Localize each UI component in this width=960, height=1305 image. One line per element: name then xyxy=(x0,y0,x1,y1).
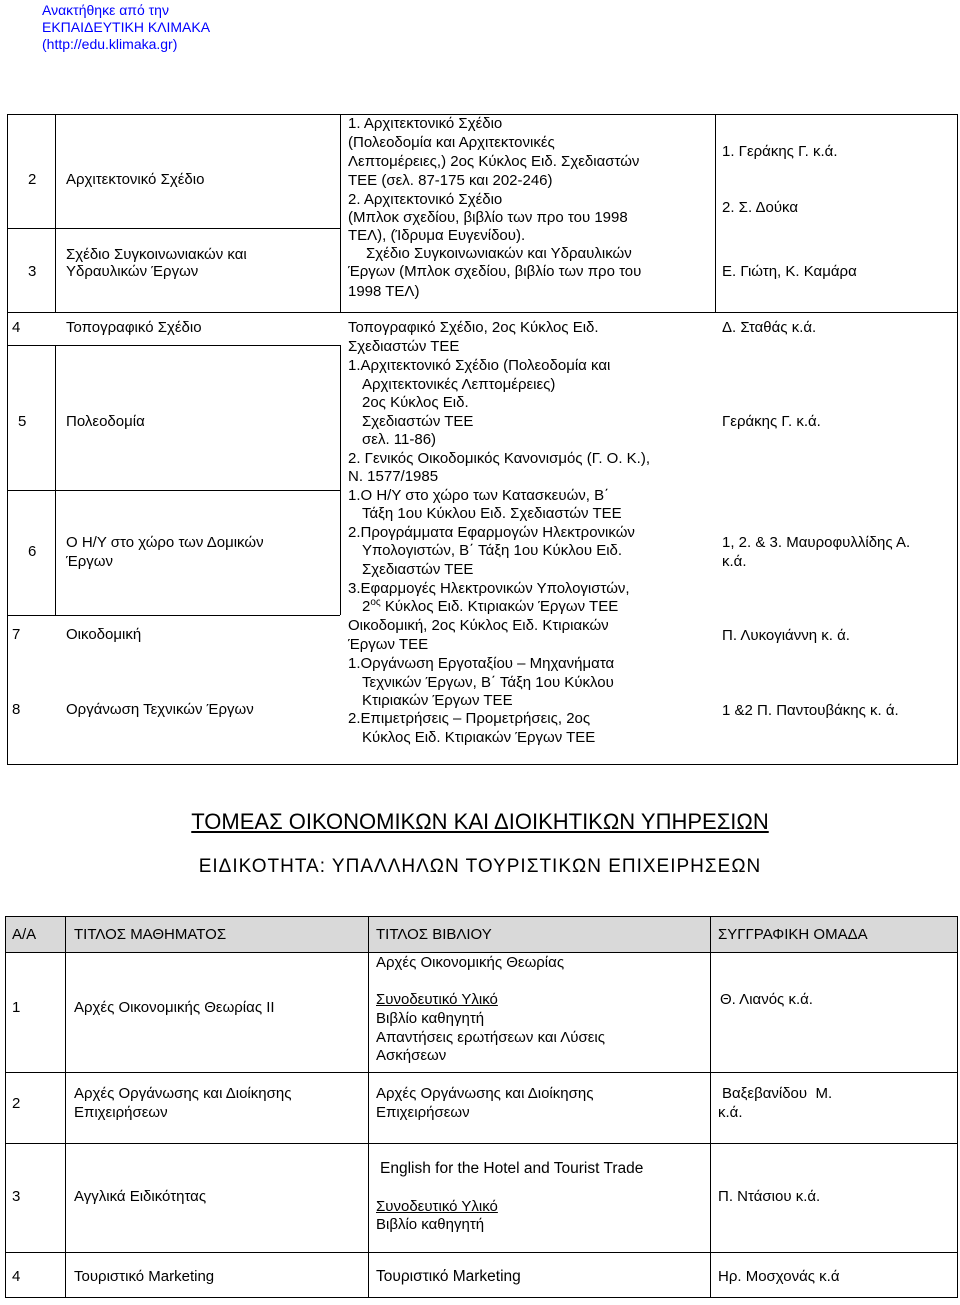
source-note-url[interactable]: (http://edu.klimaka.gr) xyxy=(42,36,178,52)
book-title-line: Σχεδιαστών ΤΕΕ xyxy=(362,413,474,430)
book-title-line: Έργων (Μπλοκ σχεδίου, βιβλίο των προ του xyxy=(348,263,642,280)
table-rule xyxy=(7,615,340,616)
course-title: Αρχές Οργάνωσης και Διοίκησης xyxy=(74,1085,292,1102)
book-title-text: 2 xyxy=(362,598,371,615)
supplementary-item: Ασκήσεων xyxy=(376,1047,447,1064)
authors: Γεράκης Γ. κ.ά. xyxy=(722,413,821,430)
book-title: Τουριστικό Marketing xyxy=(376,1268,521,1285)
row-number: 2 xyxy=(28,171,37,188)
book-title-line: Τεχνικών Έργων, Β΄ Τάξη 1ου Κύκλου xyxy=(362,674,614,691)
ordinal-superscript: ος xyxy=(370,597,381,608)
authors: 2. Σ. Δούκα xyxy=(722,199,799,216)
book-title-line: 2ος Κύκλος Ειδ. xyxy=(362,394,469,411)
row-number: 4 xyxy=(12,1268,21,1285)
book-title-line: Τοπογραφικό Σχέδιο, 2ος Κύκλος Ειδ. xyxy=(348,319,599,336)
book-title-line: 2. Γενικός Οικοδομικός Κανονισμός (Γ. Ο. Κ.), xyxy=(348,450,650,467)
table-rule xyxy=(7,312,958,313)
book-title-line: (Πολεοδομία και Αρχιτεκτονικές xyxy=(348,134,555,151)
book-title-line: σελ. 11-86) xyxy=(362,431,437,448)
book-title-line xyxy=(362,598,618,616)
authors: Ηρ. Μοσχονάς κ.ά xyxy=(718,1268,840,1285)
authors: 1 &2 Π. Παντουβάκης κ. ά. xyxy=(722,702,899,719)
book-title-line: 1.Αρχιτεκτονικό Σχέδιο (Πολεοδομία και xyxy=(348,357,611,374)
supplementary-item: Βιβλίο καθηγητή xyxy=(376,1216,485,1233)
course-title: Οικοδομική xyxy=(66,626,142,643)
table-rule xyxy=(5,1143,958,1144)
book-title-line: Σχέδιο Συγκοινωνιακών και Υδραυλικών xyxy=(366,245,632,262)
book-title: Αρχές Οργάνωσης και Διοίκησης xyxy=(376,1085,594,1102)
book-title-line: Έργων ΤΕΕ xyxy=(348,636,429,653)
course-title: Επιχειρήσεων xyxy=(74,1104,168,1121)
course-title: Τουριστικό Marketing xyxy=(74,1268,215,1285)
book-title-line: 1.Οργάνωση Εργοταξίου – Μηχανήματα xyxy=(348,655,615,672)
table-rule xyxy=(7,490,340,491)
book-title-line: 3.Εφαρμογές Ηλεκτρονικών Υπολογιστών, xyxy=(348,580,630,597)
authors: Βαξεβανίδου Μ. xyxy=(722,1085,833,1102)
section-title: ΤΟΜΕΑΣ ΟΙΚΟΝΟΜΙΚΩΝ ΚΑΙ ΔΙΟΙΚΗΤΙΚΩΝ ΥΠΗΡΕΣΙΩΝ xyxy=(191,809,769,834)
row-number: 7 xyxy=(12,626,21,643)
book-title-text: Κύκλος Ειδ. Κτιριακών Έργων ΤΕΕ xyxy=(380,598,619,615)
row-number: 3 xyxy=(12,1188,21,1205)
book-title-line: Αρχιτεκτονικές Λεπτομέρειες) xyxy=(362,376,556,393)
supplementary-item: Απαντήσεις ερωτήσεων και Λύσεις xyxy=(376,1029,605,1046)
table-rule xyxy=(5,952,958,953)
book-title-line: Ν. 1577/1985 xyxy=(348,468,439,485)
course-title: Υδραυλικών Έργων xyxy=(66,263,199,280)
row-number: 5 xyxy=(18,413,27,430)
source-note-line2: ΕΚΠΑΙΔΕΥΤΙΚΗ ΚΛΙΜΑΚΑ xyxy=(42,19,211,35)
column-header-course: ΤΙΤΛΟΣ ΜΑΘΗΜΑΤΟΣ xyxy=(74,926,227,943)
row-number: 8 xyxy=(12,701,21,718)
table-rule xyxy=(368,916,369,1298)
book-title-line: 2. Αρχιτεκτονικό Σχέδιο xyxy=(348,191,503,208)
book-title-line: (Μπλοκ σχεδίου, βιβλίο των προ του 1998 xyxy=(348,209,628,226)
authors: 1. Γεράκης Γ. κ.ά. xyxy=(722,143,838,160)
book-title-line: Τάξη 1ου Κύκλου Ειδ. Σχεδιαστών ΤΕΕ xyxy=(362,505,622,522)
course-title: Τοπογραφικό Σχέδιο xyxy=(66,319,202,336)
authors: Π. Ντάσιου κ.ά. xyxy=(718,1188,821,1205)
course-title: Πολεοδομία xyxy=(66,413,145,430)
book-title-line: Σχεδιαστών ΤΕΕ xyxy=(362,561,474,578)
table-rule xyxy=(65,916,66,1298)
authors: Δ. Σταθάς κ.ά. xyxy=(722,319,817,336)
book-title-line: ΤΕΕ (σελ. 87-175 και 202-246) xyxy=(348,172,553,189)
book-title: English for the Hotel and Tourist Trade xyxy=(380,1160,644,1177)
course-title: Ο Η/Υ στο χώρο των Δομικών xyxy=(66,534,264,551)
table-rule xyxy=(7,345,340,346)
column-header-authors: ΣΥΓΓΡΑΦΙΚΗ ΟΜΑΔΑ xyxy=(718,926,868,943)
row-number: 3 xyxy=(28,263,37,280)
course-title: Οργάνωση Τεχνικών Έργων xyxy=(66,701,254,718)
authors: κ.ά. xyxy=(718,1104,743,1121)
authors: κ.ά. xyxy=(722,553,747,570)
book-title-line: ΤΕΛ), (Ίδρυμα Ευγενίδου). xyxy=(348,227,526,244)
specialty-heading: ΕΙΔΙΚΟΤΗΤΑ: ΥΠΑΛΛΗΛΩΝ ΤΟΥΡΙΣΤΙΚΩΝ ΕΠΙΧΕΙΡΗΣΕΩΝ xyxy=(198,856,762,877)
book-title-line: Λεπτομέρειες,) 2ος Κύκλος Ειδ. Σχεδιαστών xyxy=(348,153,640,170)
table-rule xyxy=(55,114,56,312)
column-header-aa: Α/Α xyxy=(12,926,37,943)
book-title: Επιχειρήσεων xyxy=(376,1104,470,1121)
column-header-book: ΤΙΤΛΟΣ ΒΙΒΛΙΟΥ xyxy=(376,926,492,943)
book-title-line: 2.Προγράμματα Εφαρμογών Ηλεκτρονικών xyxy=(348,524,635,541)
table-rule xyxy=(715,114,716,312)
table-rule xyxy=(710,916,711,1298)
authors: Π. Λυκογιάννη κ. ά. xyxy=(722,627,850,644)
course-title: Έργων xyxy=(66,553,114,570)
supplementary-material-label: Συνοδευτικό Υλικό xyxy=(376,991,498,1008)
book-title-line: 2.Επιμετρήσεις – Προμετρήσεις, 2ος xyxy=(348,710,591,727)
supplementary-item: Βιβλίο καθηγητή xyxy=(376,1010,485,1027)
table-rule xyxy=(7,228,340,229)
table-rule xyxy=(340,114,341,312)
book-title-line: Οικοδομική, 2ος Κύκλος Ειδ. Κτιριακών xyxy=(348,617,609,634)
row-number: 1 xyxy=(12,999,21,1016)
row-number: 6 xyxy=(28,543,37,560)
table-rule xyxy=(5,1252,958,1253)
book-title: Αρχές Οικονομικής Θεωρίας xyxy=(376,954,565,971)
source-note-line1: Ανακτήθηκε από την xyxy=(42,2,169,18)
book-title-line: Κύκλος Ειδ. Κτιριακών Έργων ΤΕΕ xyxy=(362,729,596,746)
course-title: Σχέδιο Συγκοινωνιακών και xyxy=(66,246,247,263)
book-title-line: 1. Αρχιτεκτονικό Σχέδιο xyxy=(348,115,503,132)
book-title-line: 1.Ο Η/Υ στο χώρο των Κατασκευών, Β΄ xyxy=(348,487,610,504)
authors: 1, 2. & 3. Μαυροφυλλίδης Α. xyxy=(722,534,911,551)
row-number: 2 xyxy=(12,1095,21,1112)
authors: Θ. Λιανός κ.ά. xyxy=(720,991,813,1008)
authors: Ε. Γιώτη, Κ. Καμάρα xyxy=(722,263,857,280)
table-rule xyxy=(55,345,56,615)
row-number: 4 xyxy=(12,319,21,336)
table-rule xyxy=(5,1072,958,1073)
book-title-line: Υπολογιστών, Β΄ Τάξη 1ου Κύκλου Ειδ. xyxy=(362,542,623,559)
supplementary-material-label: Συνοδευτικό Υλικό xyxy=(376,1198,498,1215)
course-title: Αρχιτεκτονικό Σχέδιο xyxy=(66,171,205,188)
book-title-line: Σχεδιαστών ΤΕΕ xyxy=(348,338,460,355)
course-title: Αγγλικά Ειδικότητας xyxy=(74,1188,207,1205)
book-title-line: 1998 ΤΕΛ) xyxy=(348,283,420,300)
table-rule xyxy=(340,345,341,615)
book-title-line: Κτιριακών Έργων ΤΕΕ xyxy=(362,692,513,709)
course-title: Αρχές Οικονομικής Θεωρίας ΙΙ xyxy=(74,999,275,1016)
